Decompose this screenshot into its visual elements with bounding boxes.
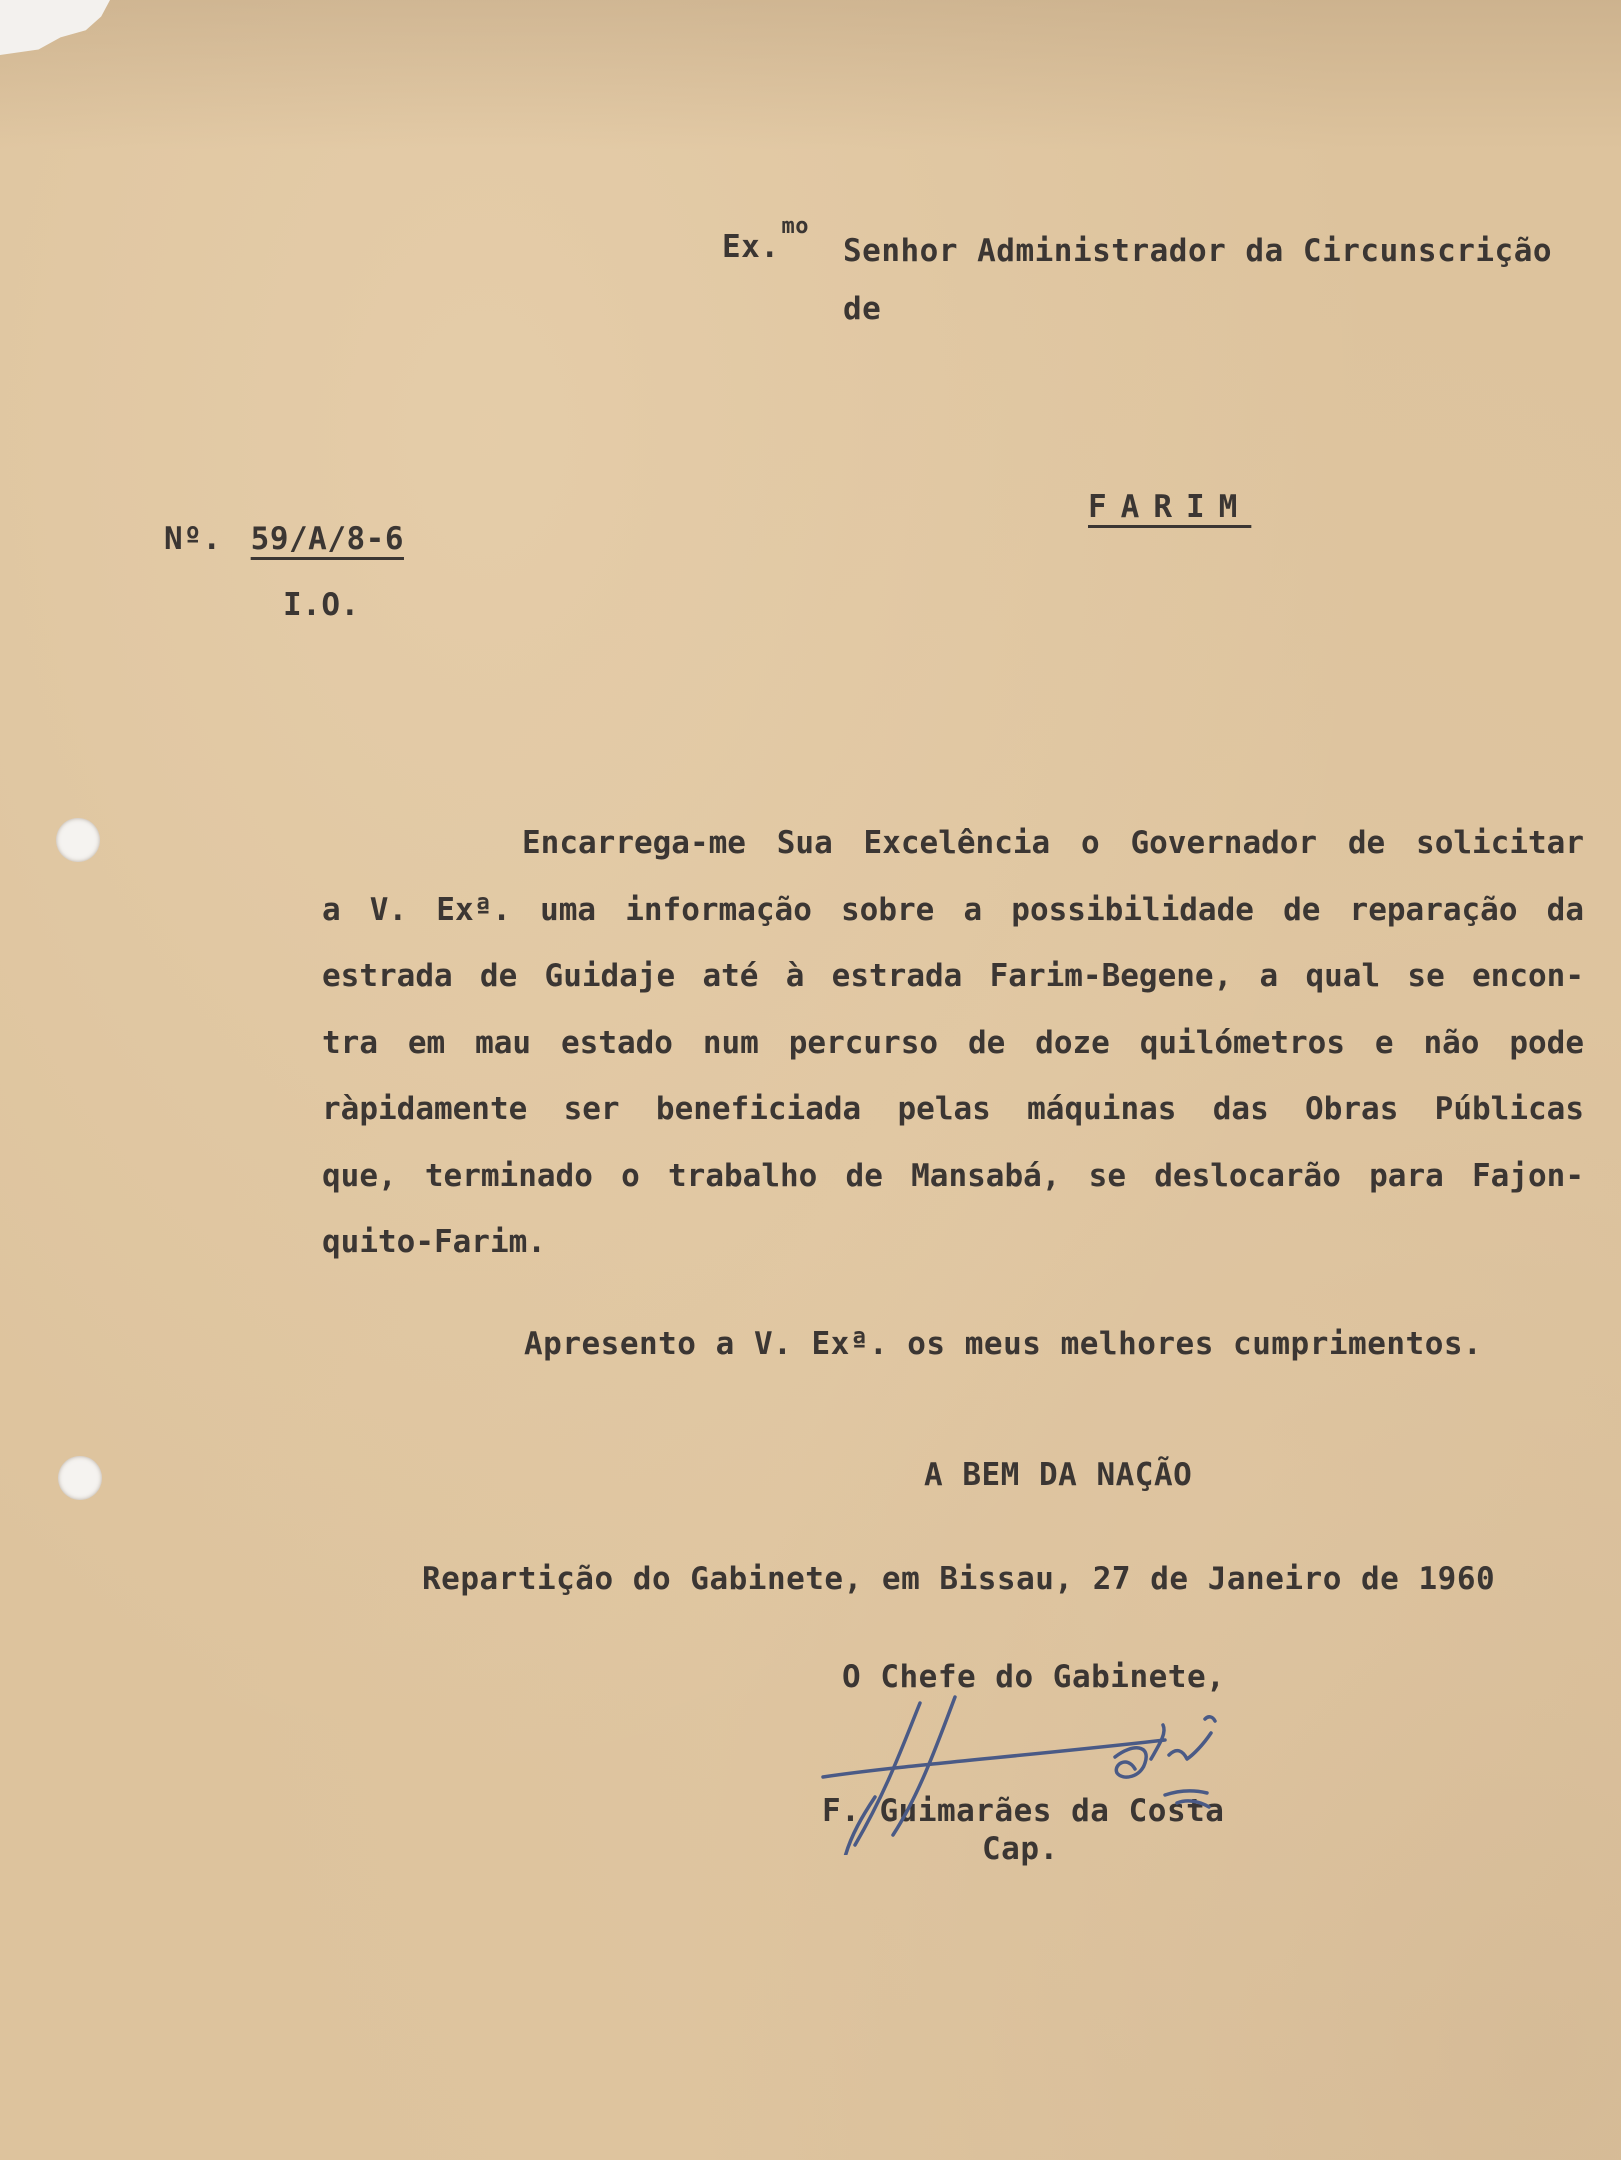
- salutation-superscript: mo: [781, 214, 809, 239]
- body-line: estrada de Guidaje até à estrada Farim-Begene, a qual se encon-: [322, 958, 1584, 994]
- address-salutation: [722, 214, 817, 265]
- handwritten-signature: [815, 1685, 1255, 1855]
- reference-number-value: 59/A/8-6: [250, 521, 404, 557]
- closing-role: O Chefe do Gabinete,: [842, 1659, 1226, 1695]
- punch-hole-bottom: [58, 1456, 102, 1500]
- body-line: quito-Farim.: [322, 1224, 546, 1260]
- address-place: FARIM: [1088, 489, 1252, 525]
- closing-name: F. Guimarães da Costa: [822, 1793, 1225, 1829]
- reference-number: [164, 521, 404, 557]
- closing-rank: Cap.: [982, 1831, 1059, 1867]
- body-line: ràpidamente ser beneficiada pelas máquinas das Obras Públicas: [322, 1091, 1584, 1127]
- closing-place-date: Repartição do Gabinete, em Bissau, 27 de Janeiro de 1960: [422, 1561, 1496, 1597]
- body-line: a V. Exª. uma informação sobre a possibilidade de reparação da: [322, 892, 1584, 928]
- body-line: tra em mau estado num percurso de doze quilómetros e não pode: [322, 1025, 1584, 1061]
- address-line-2: de: [843, 291, 882, 327]
- closing-motto: A BEM DA NAÇÃO: [924, 1457, 1193, 1493]
- salutation-text: Ex.: [722, 229, 780, 265]
- address-line-1: Senhor Administrador da Circunscrição: [843, 233, 1553, 269]
- paper-crease: [0, 0, 1621, 150]
- punch-hole-top: [56, 818, 100, 862]
- body-line: que, terminado o trabalho de Mansabá, se deslocarão para Fajon-: [322, 1158, 1584, 1194]
- body-line: Encarrega-me Sua Excelência o Governador de solicitar: [522, 825, 1584, 861]
- reference-number-label: Nº.: [164, 521, 222, 557]
- reference-code: I.O.: [283, 587, 360, 623]
- body-paragraph-2: Apresento a V. Exª. os meus melhores cumprimentos.: [524, 1326, 1483, 1362]
